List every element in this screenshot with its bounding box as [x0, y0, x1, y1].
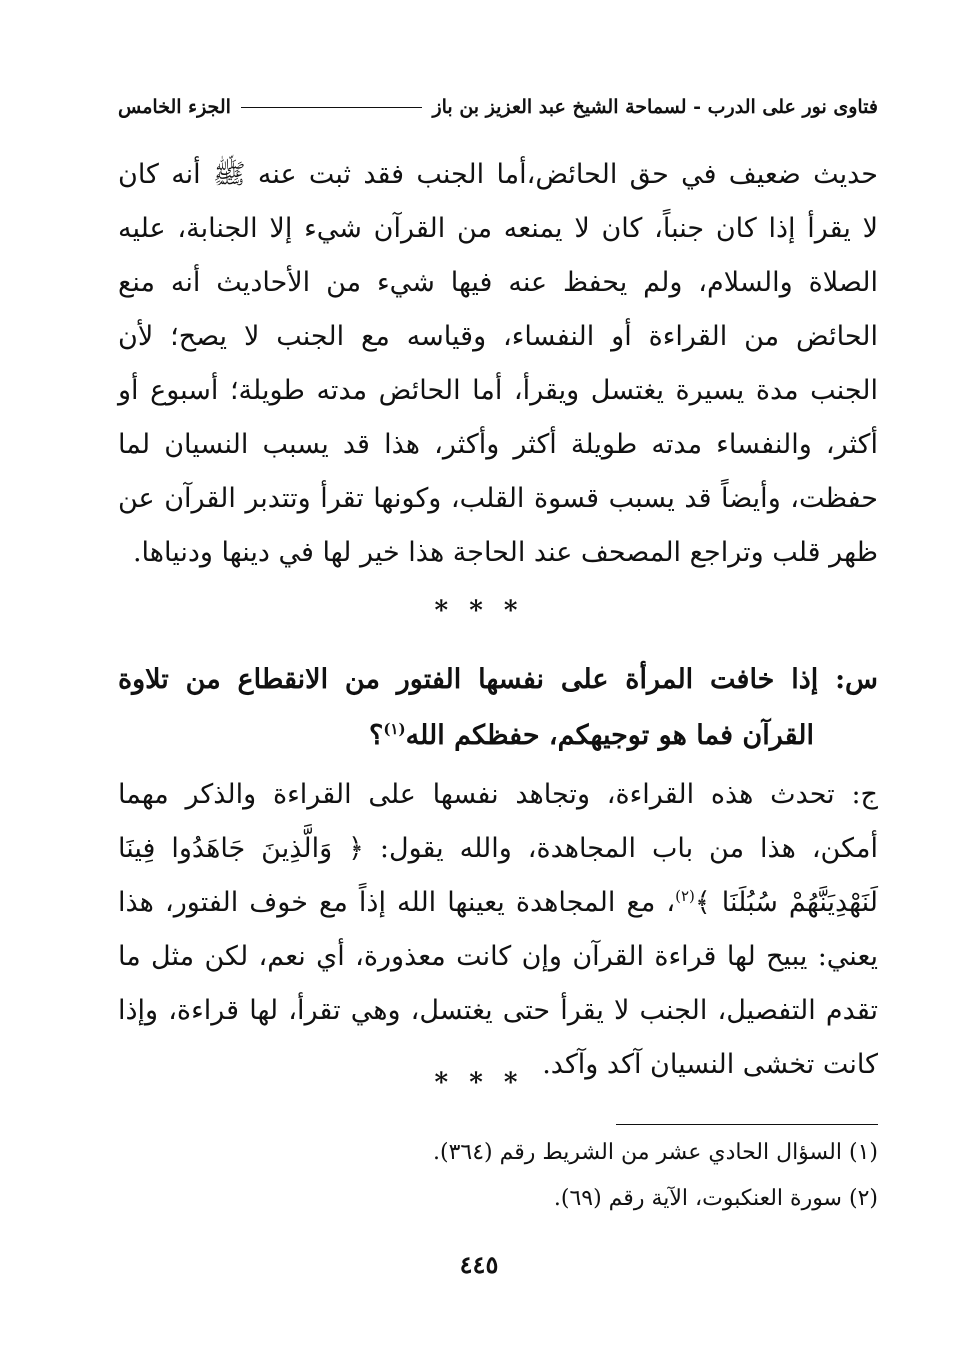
answer-line: تقدم التفصيل، الجنب لا يقرأ حتى يغتسل، وهي تقرأ، لها قراءة، وإذا: [118, 995, 878, 1026]
text-line: الصلاة والسلام، ولم يحفظ عنه فيها شيء من الأحاديث أنه منع: [118, 267, 878, 298]
answer-line: يعني: يبيح لها قراءة القرآن وإن كانت معذورة، أي نعم، لكن مثل ما: [118, 941, 878, 972]
footnote-rule: [616, 1124, 878, 1125]
text-line: ظهر قلب وتراجع المصحف عند الحاجة هذا خير لها في دينها ودنياها.: [132, 537, 878, 568]
question-block: [118, 652, 878, 764]
answer-block: [118, 768, 878, 1092]
text-line: الجنب مدة يسيرة يغتسل ويقرأ، أما الحائض مدته طويلة؛ أسبوع أو: [118, 375, 878, 406]
question-text: القرآن فما هو توجيهكم، حفظكم الله: [405, 720, 814, 751]
header-rule: [241, 107, 423, 108]
volume-label: الجزء الخامس: [118, 96, 231, 118]
answer-line: أمكن، هذا من باب المجاهدة، والله يقول: ﴿ وَالَّذِينَ جَاهَدُوا فِينَا: [118, 833, 878, 864]
footnote-ref: (٢): [675, 887, 695, 905]
quran-verse: لَنَهْدِيَنَّهُمْ سُبُلَنَا ﴾: [694, 887, 879, 918]
paragraph-1: [118, 148, 878, 580]
text-line: حديث ضعيف في حق الحائض،أما الجنب فقد ثبت عنه ﷺ أنه كان: [118, 159, 878, 190]
footnote-ref: (١): [383, 720, 406, 738]
footnote: (١) السؤال الحادي عشر من الشريط رقم (٣٦٤).: [432, 1140, 878, 1165]
answer-line: [118, 876, 878, 930]
answer-line: كانت تخشى النسيان آكد وآكد.: [542, 1049, 878, 1080]
question-line: [118, 708, 878, 764]
question-mark: ؟: [368, 720, 384, 751]
text-line: الحائض من القراءة أو النفساء، وقياسه مع الجنب لا يصح؛ لأن: [118, 321, 878, 352]
text-line: حفظت، وأيضاً قد يسبب قسوة القلب، وكونها تقرأ وتتدبر القرآن عن: [118, 483, 878, 514]
answer-line: ج: تحدث هذه القراءة، وتجاهد نفسها على القراءة والذكر مهما: [118, 779, 878, 810]
section-separator: * * *: [434, 596, 524, 626]
footnote: (٢) سورة العنكبوت، الآية رقم (٦٩).: [553, 1186, 878, 1211]
text-line: أكثر، والنفساء مدته طويلة أكثر وأكثر، هذا قد يسبب النسيان لما: [118, 429, 878, 460]
book-title: فتاوى نور على الدرب - لسماحة الشيخ عبد العزيز بن باز: [432, 96, 878, 118]
answer-text: ، مع المجاهدة يعينها الله إذاً مع خوف الفتور، هذا: [118, 887, 676, 918]
page-number: ٤٤٥: [459, 1250, 499, 1279]
running-header: [118, 90, 878, 124]
footnotes: [118, 1130, 878, 1222]
question-line: س: إذا خافت المرأة على نفسها الفتور من الانقطاع من تلاوة: [118, 664, 878, 695]
section-separator: * * *: [434, 1068, 524, 1098]
text-line: لا يقرأ إذا كان جنباً، كان لا يمنعه من القرآن شيء إلا الجنابة، عليه: [118, 213, 878, 244]
